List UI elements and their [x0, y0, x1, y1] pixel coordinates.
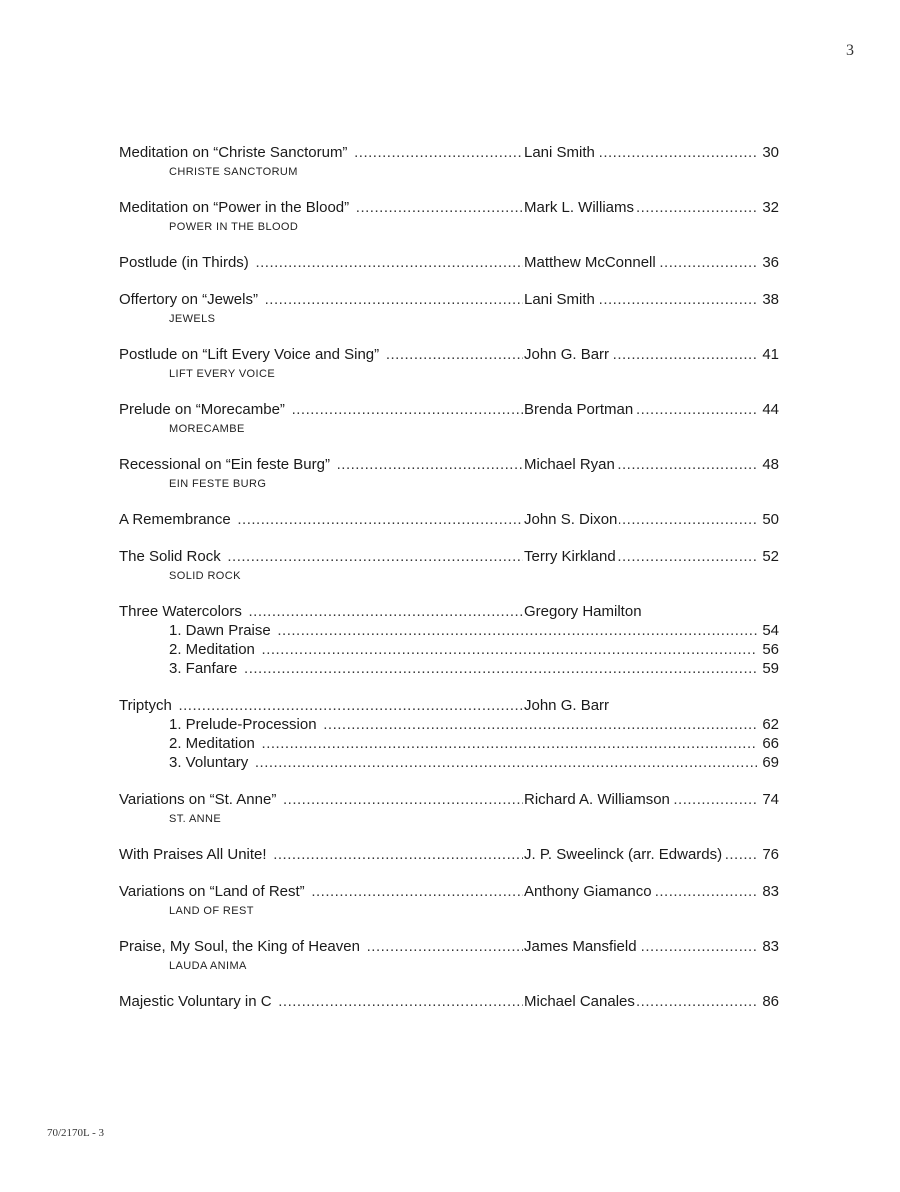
composer-column [524, 510, 758, 529]
toc-entry [119, 845, 779, 864]
tune-name: LAUDA ANIMA [169, 960, 247, 972]
composer-name: Michael Canales [524, 993, 635, 1010]
page-ref: 76 [757, 845, 779, 864]
title-leader [119, 345, 523, 364]
piece-title: Triptych [119, 697, 172, 714]
tune-name: EIN FESTE BURG [169, 478, 267, 490]
page-number: 3 [846, 42, 854, 59]
title-leader [119, 790, 523, 809]
composer-column [524, 290, 758, 309]
composer-name: Brenda Portman [524, 401, 634, 418]
footer-catalog-code: 70/2170L - 3 [47, 1127, 105, 1139]
movement-line [169, 659, 779, 678]
piece-title: Praise, My Soul, the King of Heaven [119, 938, 360, 955]
composer-name: John S. Dixon [524, 511, 618, 528]
title-leader [119, 143, 523, 162]
composer-column [524, 547, 758, 566]
page-ref: 86 [757, 992, 779, 1011]
toc-entry [119, 455, 779, 492]
page-ref: 30 [757, 143, 779, 162]
piece-title: Variations on “Land of Rest” [119, 883, 305, 900]
page-ref: 36 [757, 253, 779, 272]
toc-line [119, 547, 779, 566]
composer-name: Terry Kirkland [524, 548, 616, 565]
movement-line [169, 734, 779, 753]
title-leader [119, 602, 523, 621]
composer-name: Anthony Giamanco [524, 883, 652, 900]
title-leader [119, 198, 523, 217]
piece-title: A Remembrance [119, 511, 231, 528]
composer-name: Matthew McConnell [524, 254, 656, 271]
composer-name: Lani Smith [524, 291, 595, 308]
composer-column [524, 790, 758, 809]
toc-line [119, 455, 779, 474]
table-of-contents [119, 143, 779, 1029]
piece-title: Majestic Voluntary in C [119, 993, 272, 1010]
page-ref: 32 [757, 198, 779, 217]
piece-title: Variations on “St. Anne” [119, 791, 277, 808]
composer-column [524, 937, 758, 956]
tune-name: ST. ANNE [169, 813, 222, 825]
page-ref: 41 [757, 345, 779, 364]
movement-line [169, 621, 779, 640]
composer-column [524, 253, 758, 272]
toc-line [119, 198, 779, 217]
title-leader [119, 455, 523, 474]
composer-column [524, 992, 758, 1011]
composer-name: Mark L. Williams [524, 199, 635, 216]
toc-line [119, 602, 779, 621]
toc-entry [119, 198, 779, 235]
toc-entry [119, 510, 779, 529]
page-ref: 83 [757, 882, 779, 901]
page-ref: 69 [757, 753, 779, 772]
toc-entry [119, 253, 779, 272]
movement-title: 3. Fanfare [169, 660, 238, 677]
title-leader [119, 845, 523, 864]
toc-line [119, 937, 779, 956]
page-ref: 66 [757, 734, 779, 753]
movement-title: 2. Meditation [169, 735, 255, 752]
composer-column [524, 845, 758, 864]
toc-entry [119, 696, 779, 772]
composer-name: Michael Ryan [524, 456, 615, 473]
composer-name: Gregory Hamilton [524, 603, 642, 620]
movement-title: 3. Voluntary [169, 754, 249, 771]
composer-name: J. P. Sweelinck (arr. Edwards) [524, 846, 723, 863]
movement-title: 2. Meditation [169, 641, 255, 658]
composer-name: Richard A. Williamson [524, 791, 670, 808]
toc-line [119, 882, 779, 901]
title-leader [119, 547, 523, 566]
toc-line [119, 400, 779, 419]
piece-title: Meditation on “Power in the Blood” [119, 199, 350, 216]
page-ref: 50 [757, 510, 779, 529]
title-leader [119, 992, 523, 1011]
toc-entry [119, 143, 779, 180]
composer-column [524, 400, 758, 419]
page-ref: 56 [757, 640, 779, 659]
movement-line [169, 640, 779, 659]
piece-title: Recessional on “Ein feste Burg” [119, 456, 330, 473]
toc-line [119, 143, 779, 162]
toc-entry [119, 992, 779, 1011]
toc-entry [119, 547, 779, 584]
composer-column [524, 602, 758, 621]
tune-name: MORECAMBE [169, 423, 245, 435]
page-ref: 59 [757, 659, 779, 678]
tune-name: CHRISTE SANCTORUM [169, 166, 298, 178]
toc-line [119, 253, 779, 272]
composer-column [524, 345, 758, 364]
composer-column [524, 882, 758, 901]
toc-line [119, 510, 779, 529]
page-ref: 74 [757, 790, 779, 809]
title-leader [119, 696, 523, 715]
toc-line [119, 696, 779, 715]
movement-title: 1. Prelude-Procession [169, 716, 317, 733]
page-ref: 48 [757, 455, 779, 474]
page-ref: 83 [757, 937, 779, 956]
composer-column [524, 455, 758, 474]
page-ref: 52 [757, 547, 779, 566]
composer-name: Lani Smith [524, 144, 595, 161]
title-leader [119, 253, 523, 272]
piece-title: Three Watercolors [119, 603, 242, 620]
toc-entry [119, 882, 779, 919]
composer-column [524, 696, 758, 715]
tune-name: JEWELS [169, 313, 216, 325]
title-leader [119, 937, 523, 956]
toc-entry [119, 602, 779, 678]
piece-title: With Praises All Unite! [119, 846, 267, 863]
toc-entry [119, 290, 779, 327]
toc-entry [119, 345, 779, 382]
page-ref: 38 [757, 290, 779, 309]
toc-entry [119, 400, 779, 437]
piece-title: The Solid Rock [119, 548, 221, 565]
toc-line [119, 790, 779, 809]
title-leader [119, 400, 523, 419]
toc-entry [119, 937, 779, 974]
toc-line [119, 992, 779, 1011]
toc-line [119, 290, 779, 309]
page-ref: 62 [757, 715, 779, 734]
movement-line [169, 753, 779, 772]
composer-name: John G. Barr [524, 346, 610, 363]
movement-title: 1. Dawn Praise [169, 622, 271, 639]
composer-column [524, 143, 758, 162]
movement-line [169, 715, 779, 734]
piece-title: Prelude on “Morecambe” [119, 401, 285, 418]
tune-name: POWER IN THE BLOOD [169, 221, 299, 233]
piece-title: Offertory on “Jewels” [119, 291, 258, 308]
composer-name: James Mansfield [524, 938, 637, 955]
tune-name: LAND OF REST [169, 905, 254, 917]
title-leader [119, 290, 523, 309]
composer-column [524, 198, 758, 217]
composer-name: John G. Barr [524, 697, 610, 714]
page-ref: 54 [757, 621, 779, 640]
toc-entry [119, 790, 779, 827]
page-ref: 44 [757, 400, 779, 419]
title-leader [119, 882, 523, 901]
toc-line [119, 345, 779, 364]
tune-name: LIFT EVERY VOICE [169, 368, 276, 380]
tune-name: SOLID ROCK [169, 570, 241, 582]
piece-title: Meditation on “Christe Sanctorum” [119, 144, 348, 161]
title-leader [119, 510, 523, 529]
toc-line [119, 845, 779, 864]
piece-title: Postlude on “Lift Every Voice and Sing” [119, 346, 380, 363]
piece-title: Postlude (in Thirds) [119, 254, 249, 271]
